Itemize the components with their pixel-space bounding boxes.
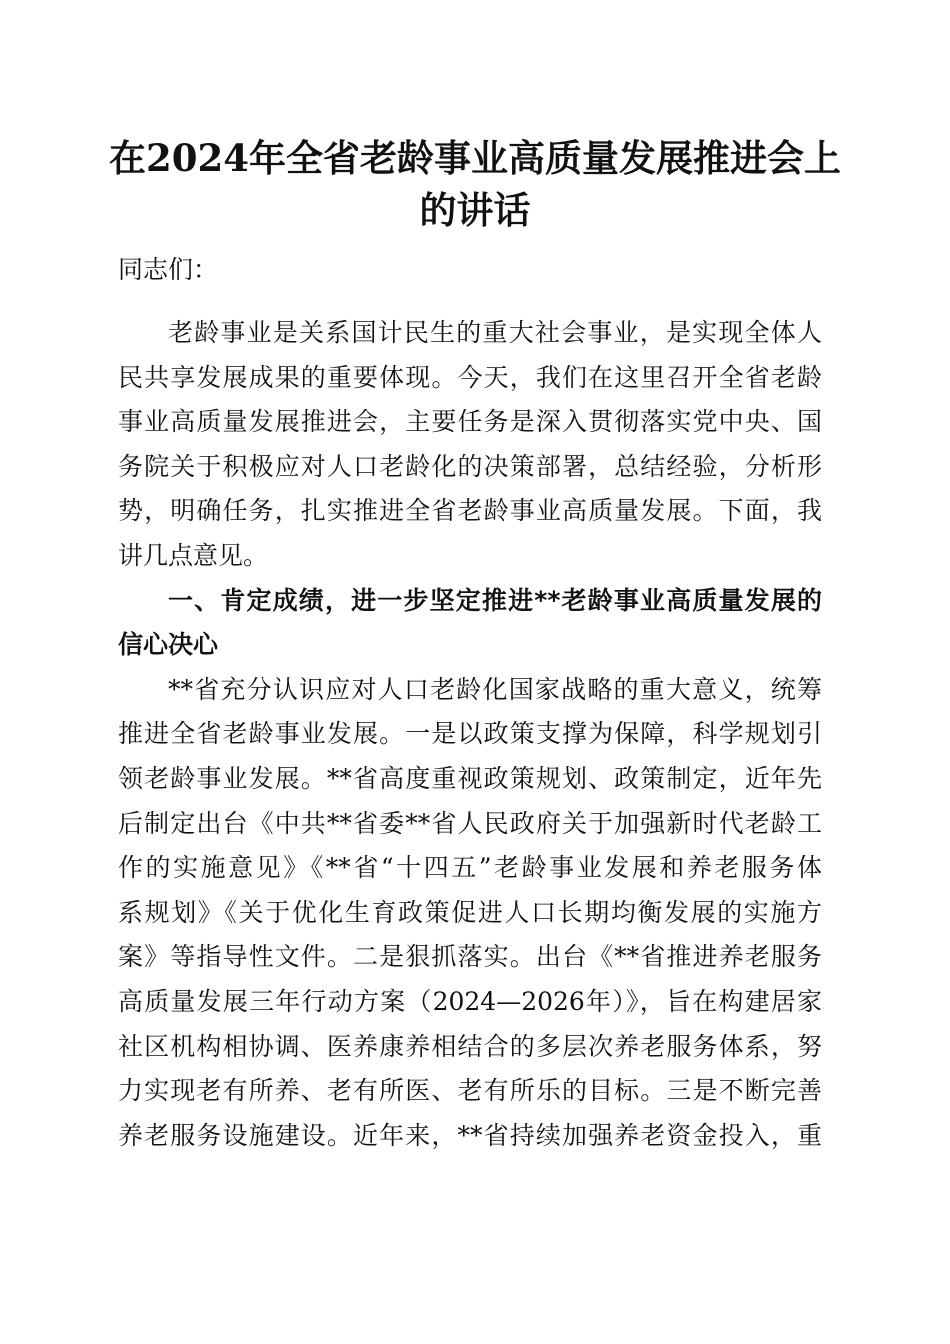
section-heading-line: 信心决心 [118, 630, 219, 659]
paragraph-line: 高质量发展三年行动方案（2024—2026年）》，旨在构建居家 [118, 987, 822, 1016]
paragraph-line: 案》等指导性文件。二是狠抓落实。出台《**省推进养老服务 [118, 942, 822, 971]
document-title-line-2: 的讲话 [419, 188, 531, 232]
paragraph-line: 社区机构相协调、医养康养相结合的多层次养老服务体系，努 [118, 1032, 822, 1061]
paragraph-line: 系规划》《关于优化生育政策促进人口长期均衡发展的实施方 [118, 898, 822, 927]
paragraph-line: 推进全省老龄事业发展。一是以政策支撑为保障，科学规划引 [118, 719, 822, 748]
salutation: 同志们： [118, 255, 219, 284]
paragraph-line: 老龄事业是关系国计民生的重大社会事业，是实现全体人 [168, 318, 822, 347]
section-heading-line: 一、肯定成绩，进一步坚定推进**老龄事业高质量发展的 [168, 586, 822, 615]
paragraph-line: 势，明确任务，扎实推进全省老龄事业高质量发展。下面，我 [118, 496, 822, 525]
document-title-line-1: 在2024年全省老龄事业高质量发展推进会上 [109, 136, 841, 180]
paragraph-line: 讲几点意见。 [118, 541, 269, 570]
paragraph-line: 民共享发展成果的重要体现。今天，我们在这里召开全省老龄 [118, 363, 822, 392]
paragraph-line: 作的实施意见》《**省“十四五”老龄事业发展和养老服务体 [118, 853, 822, 882]
paragraph-line: 力实现老有所养、老有所医、老有所乐的目标。三是不断完善 [118, 1076, 822, 1105]
paragraph-line: **省充分认识应对人口老龄化国家战略的重大意义，统筹 [168, 675, 822, 704]
paragraph-line: 务院关于积极应对人口老龄化的决策部署，总结经验，分析形 [118, 452, 822, 481]
paragraph-line: 事业高质量发展推进会，主要任务是深入贯彻落实党中央、国 [118, 407, 822, 436]
paragraph-line: 后制定出台《中共**省委**省人民政府关于加强新时代老龄工 [118, 809, 822, 838]
paragraph-line: 领老龄事业发展。**省高度重视政策规划、政策制定，近年先 [118, 764, 822, 793]
paragraph-line: 养老服务设施建设。近年来，**省持续加强养老资金投入，重 [118, 1121, 822, 1150]
